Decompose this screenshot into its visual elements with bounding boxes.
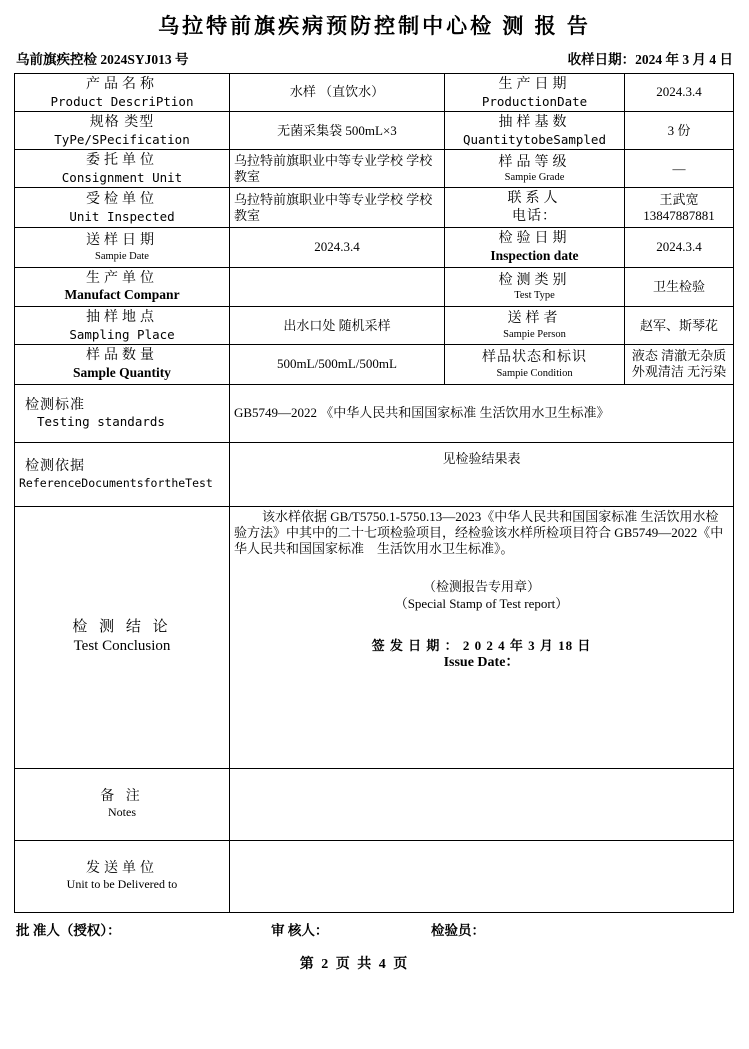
- standards-label-en: Testing standards: [37, 414, 165, 430]
- inspector-label: 检验员：: [431, 922, 485, 938]
- cell-reference-value: 见检验结果表: [230, 442, 734, 506]
- table-row: [15, 506, 734, 768]
- cell-inspection-date-value: 2024.3.4: [625, 228, 734, 267]
- cell-spec-label: [15, 112, 230, 150]
- table-row: [15, 768, 734, 840]
- table-row: [15, 345, 734, 384]
- contact-phone: 13847887881: [643, 207, 715, 223]
- reference-label-en: ReferenceDocumentsfortheTest: [19, 475, 213, 490]
- cell-production-date-value: 2024.3.4: [625, 74, 734, 112]
- contact-phone-label-cn: 电话：: [512, 208, 557, 224]
- issue-date-cn: 签 发 日 期 ： 2 0 2 4 年 3 月 18 日: [371, 637, 592, 653]
- sample-quantity-label-cn: 样品数量: [86, 348, 158, 364]
- cell-inspected-label: [15, 188, 230, 228]
- table-row: [15, 228, 734, 267]
- cell-conclusion-label: [15, 506, 230, 768]
- sample-grade-label-cn: 样品等级: [498, 154, 571, 170]
- table-row: [15, 267, 734, 306]
- cell-delivery-value: [230, 840, 734, 912]
- report-table: [14, 73, 734, 913]
- cell-manufacturer-value: [230, 267, 445, 306]
- inspection-date-label-cn: 检验日期: [498, 231, 571, 247]
- table-row: [15, 307, 734, 345]
- standards-label-cn: 检测标准: [25, 397, 85, 413]
- delivery-label-cn: 发送单位: [86, 860, 158, 876]
- cell-test-type-label: [445, 267, 625, 306]
- cell-contact-value: [625, 188, 734, 228]
- cell-reference-label: [15, 442, 230, 506]
- page-footer: 第 2 页 共 4 页: [299, 956, 410, 972]
- report-number: 乌前旗疾控检 2024SYJ013 号: [16, 52, 189, 67]
- inspection-date-label-en: Inspection date: [490, 247, 579, 263]
- cell-consignment-label: [15, 150, 230, 188]
- conclusion-label-cn: 检 测 结 论: [72, 619, 172, 636]
- cell-sampling-place-label: [15, 307, 230, 345]
- table-row: [15, 150, 734, 188]
- table-row: [15, 74, 734, 112]
- sample-date-label-cn: 送样日期: [86, 233, 158, 249]
- sample-person-label-en: Sampie Person: [503, 328, 566, 340]
- delivery-label-en: Unit to be Delivered to: [66, 877, 178, 892]
- conclusion-label-en: Test Conclusion: [73, 638, 171, 655]
- cell-delivery-label: [15, 840, 230, 912]
- cell-sample-grade-label: [445, 150, 625, 188]
- base-quantity-label-en: QuantitytobeSampled: [463, 131, 606, 147]
- sampling-place-label-en: Sampling Place: [69, 326, 175, 342]
- conclusion-paragraph: 该水样依据 GB/T5750.1-5750.13—2023《中华人民共和国国家标准 生活饮用水检验方法》中其中的二十七项检验项目，经检验该水样所检项目符合 GB5749—2022《中华人民共和国国家标准 生活饮用水卫生标准》。: [234, 508, 724, 557]
- receipt-date: 收样日期：2024 年 3 月 4 日: [567, 52, 733, 67]
- cell-sample-date-label: [15, 228, 230, 267]
- manufacturer-label-en: Manufact Companr: [64, 287, 180, 303]
- table-row: [15, 188, 734, 228]
- manufacturer-label-cn: 生产单位: [86, 270, 158, 286]
- cell-spec-value: 无菌采集袋 500mL×3: [230, 112, 445, 150]
- table-row: [15, 840, 734, 912]
- notes-label-cn: 备 注: [100, 788, 144, 804]
- cell-product-value: 水样 （直饮水）: [230, 74, 445, 112]
- page-title: 乌拉特前旗疾病预防控制中心检 测 报 告: [158, 14, 591, 38]
- issue-date-en: Issue Date：: [443, 655, 520, 671]
- sample-condition-line1: 液态 清澈无杂质: [631, 348, 727, 364]
- cell-sample-condition-label: [445, 345, 625, 384]
- sampling-place-label-cn: 抽样地点: [86, 310, 158, 326]
- cell-standards-value: GB5749—2022 《中华人民共和国国家标准 生活饮用水卫生标准》: [230, 384, 734, 442]
- signature-row: [14, 913, 735, 941]
- cell-product-label: [15, 74, 230, 112]
- production-date-label-cn: 生产日期: [498, 77, 571, 92]
- sample-date-label-en: Sampie Date: [95, 250, 149, 262]
- cell-inspection-date-label: [445, 228, 625, 267]
- base-quantity-label-cn: 抽样基数: [498, 115, 571, 131]
- report-subheader: [14, 46, 735, 73]
- cell-notes-label: [15, 768, 230, 840]
- stamp-label-cn: （检测报告专用章）: [422, 579, 540, 595]
- spec-label-en: TyPe/SPecification: [54, 131, 190, 147]
- cell-standards-label: [15, 384, 230, 442]
- table-row: [15, 112, 734, 150]
- contact-name: 王武宽: [659, 191, 699, 207]
- sample-person-label-cn: 送样者: [507, 311, 562, 327]
- inspected-label-en: Unit Inspected: [69, 208, 175, 224]
- approver-label: 批 准人（授权）：: [16, 922, 121, 938]
- reference-label-cn: 检测依据: [25, 459, 85, 475]
- inspected-label-cn: 受检单位: [86, 192, 158, 208]
- reviewer-label: 审 核人：: [271, 922, 329, 938]
- cell-inspected-value: 乌拉特前旗职业中等专业学校 学校教室: [230, 188, 445, 228]
- cell-consignment-value: 乌拉特前旗职业中等专业学校 学校教室: [230, 150, 445, 188]
- cell-sample-grade-value: —: [625, 150, 734, 188]
- cell-sampling-place-value: 出水口处 随机采样: [230, 307, 445, 345]
- cell-production-date-label: [445, 74, 625, 112]
- cell-manufacturer-label: [15, 267, 230, 306]
- cell-sample-person-value: 赵军、斯琴花: [625, 307, 734, 345]
- sample-condition-line2: 外观清洁 无污染: [631, 364, 727, 380]
- test-type-label-cn: 检测类别: [498, 272, 571, 288]
- product-label-en: Product DescriPtion: [50, 93, 194, 109]
- cell-contact-label: [445, 188, 625, 228]
- cell-test-type-value: 卫生检验: [625, 267, 734, 306]
- sample-quantity-label-en: Sample Quantity: [73, 364, 171, 380]
- cell-conclusion-value: [230, 506, 734, 768]
- cell-sample-quantity-label: [15, 345, 230, 384]
- cell-base-quantity-label: [445, 112, 625, 150]
- sample-condition-label-en: Sampie Condition: [496, 367, 573, 379]
- contact-label-cn: 联系人: [507, 191, 562, 207]
- cell-base-quantity-value: 3 份: [625, 112, 734, 150]
- production-date-label-en: ProductionDate: [481, 93, 588, 109]
- sample-grade-label-en: Sampie Grade: [504, 172, 565, 183]
- table-row: [15, 442, 734, 506]
- cell-sample-quantity-value: 500mL/500mL/500mL: [230, 345, 445, 384]
- notes-label-en: Notes: [108, 805, 136, 820]
- stamp-label-en: （Special Stamp of Test report）: [394, 595, 569, 611]
- consignment-label-en: Consignment Unit: [61, 169, 183, 185]
- consignment-label-cn: 委托单位: [86, 153, 158, 169]
- spec-label-cn: 规格 类型: [89, 115, 155, 131]
- test-type-label-en: Test Type: [514, 290, 555, 302]
- sample-condition-label-cn: 样品状态和标识: [482, 350, 587, 366]
- cell-sample-date-value: 2024.3.4: [230, 228, 445, 267]
- cell-sample-condition-value: [625, 345, 734, 384]
- cell-notes-value: [230, 768, 734, 840]
- table-row: [15, 384, 734, 442]
- product-label-cn: 产品名称: [86, 77, 158, 92]
- cell-sample-person-label: [445, 307, 625, 345]
